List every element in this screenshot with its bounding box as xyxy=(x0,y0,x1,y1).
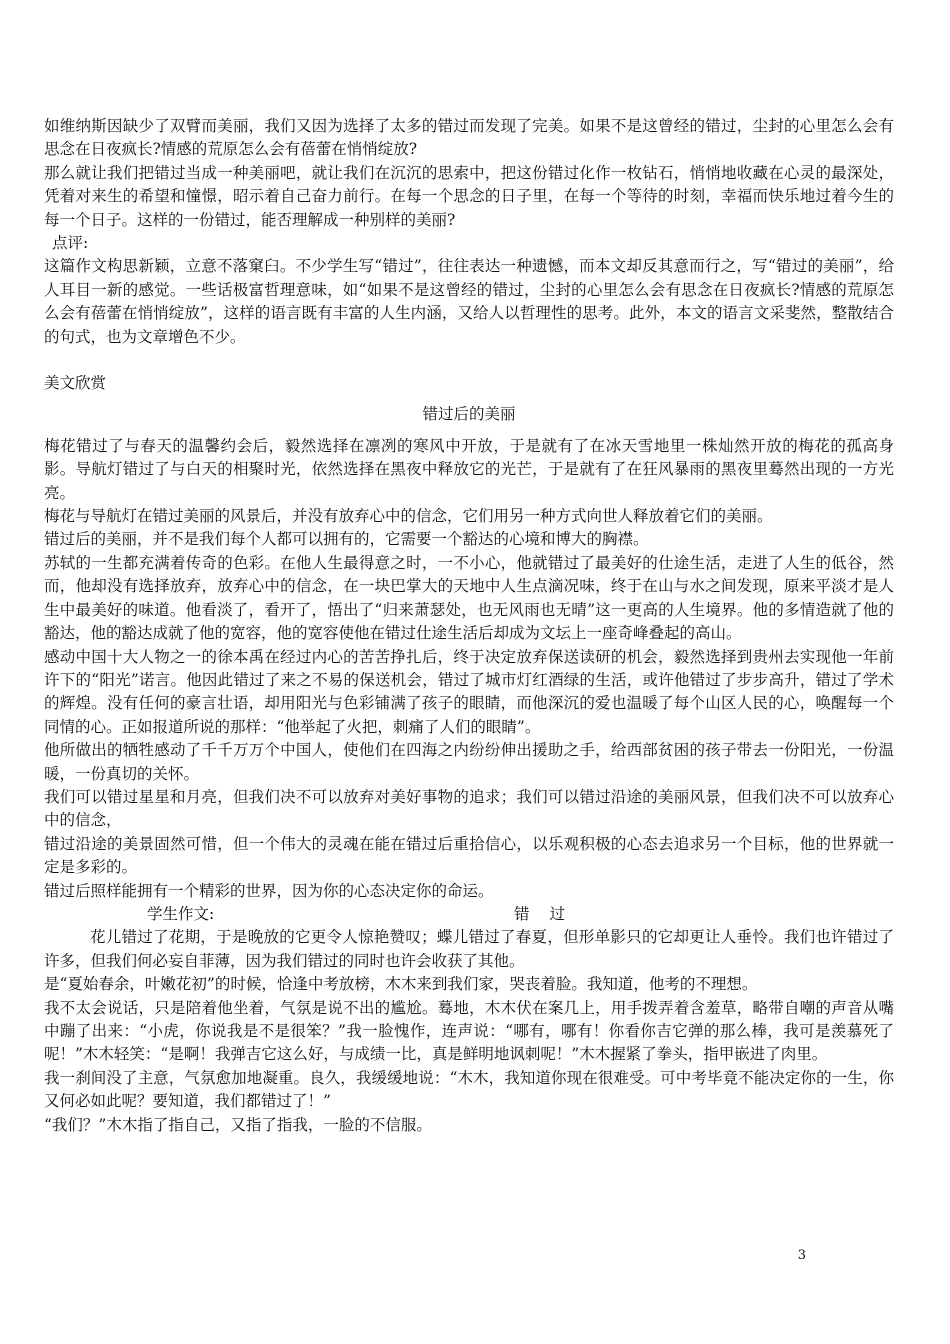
document-body xyxy=(44,115,894,1137)
spacer xyxy=(44,349,894,372)
essay-paragraph: 错过后照样能拥有一个精彩的世界，因为你的心态决定你的命运。 xyxy=(44,881,494,900)
essay-paragraph: 我们可以错过星星和月亮，但我们决不可以放弃对美好事物的追求；我们可以错过沿途的美丽风景，但我们决不可以放弃心中的信念， xyxy=(44,787,894,830)
essay-paragraph: 苏轼的一生都充满着传奇的色彩。在他人生最得意之时，一不小心，他就错过了最美好的仕途生活，走进了人生的低谷，然而，他却没有选择放弃，放弃心中的信念，在一块巴掌大的天地中人生点滴况味，终于在山与水之间发现，原来平淡才是人生中最美好的味道。他看淡了，看开了，悟出了“归来萧瑟处，也无风雨也无晴”这一更高的人生境界。他的多情造就了他的豁达，他的豁达成就了他的宽容，他的宽容使他在错过仕途生活后却成为文坛上一座奇峰叠起的高山。 xyxy=(44,553,894,643)
essay-paragraph: 错过沿途的美景固然可惜，但一个伟大的灵魂在能在错过后重拾信心，以乐观积极的心态去追求另一个目标，他的世界就一定是多彩的。 xyxy=(44,834,894,877)
section-heading: 美文欣赏 xyxy=(44,374,107,393)
student-essay-label: 学生作文: xyxy=(147,904,215,923)
student-paragraph: 花儿错过了花期，于是晚放的它更令人惊艳赞叹；蝶儿错过了春夏，但形单影只的它却更让人垂怜。我们也许错过了许多，但我们何必妄自菲薄，因为我们错过的同时也许会收获了其他。 xyxy=(44,928,894,970)
essay-paragraph: 错过后的美丽，并不是我们每个人都可以拥有的，它需要一个豁达的心境和博大的胸襟。 xyxy=(44,530,649,549)
student-paragraph: 我一刹间没了主意，气氛愈加地凝重。良久，我缓缓地说：“木木，我知道你现在很难受。可中考毕竟不能决定你的一生，你又何必如此呢？要知道，我们都错过了！” xyxy=(44,1068,894,1111)
essay-paragraph: 他所做出的牺牲感动了千千万万个中国人，使他们在四海之内纷纷伸出援助之手，给西部贫困的孩子带去一份阳光，一份温暖，一份真切的关怀。 xyxy=(44,741,894,783)
student-paragraph: “我们？”木木指了指自己，又指了指我，一脸的不信服。 xyxy=(44,1115,432,1134)
essay-paragraph: 梅花与导航灯在错过美丽的风景后，并没有放弃心中的信念，它们用另一种方式向世人释放着它们的美丽。 xyxy=(44,507,773,526)
essay-paragraph: 感动中国十大人物之一的徐本禹在经过内心的苦苦挣扎后，终于决定放弃保送读研的机会，毅然选择到贵州去实现他一年前许下的“阳光”诺言。他因此错过了来之不易的保送机会，错过了城市灯红酒绿的生活，或许他错过了步步高升，错过了学术的辉煌。没有任何的豪言壮语，却用阳光与色彩铺满了孩子的眼睛，而他深沉的爱也温暖了每个山区人民的心，唤醒每一个同情的心。正如报道所说的那样：“他举起了火把，刺痛了人们的眼睛”。 xyxy=(44,647,894,736)
student-essay-header xyxy=(44,903,894,926)
intro-paragraph-1: 如维纳斯因缺少了双臂而美丽，我们又因为选择了太多的错过而发现了完美。如果不是这曾经的错过，尘封的心里怎么会有思念在日夜疯长?情感的荒原怎么会有蓓蕾在悄悄绽放? xyxy=(44,117,894,159)
essay-title-row xyxy=(44,403,894,426)
student-essay-title: 错过 xyxy=(514,904,586,923)
essay-title: 错过后的美丽 xyxy=(422,405,516,424)
page-number: 3 xyxy=(797,1248,806,1263)
review-label: 点评: xyxy=(52,234,89,253)
intro-paragraph-2: 那么就让我们把错过当成一种美丽吧，就让我们在沉沉的思索中，把这份错过化作一枚钻石，悄悄地收藏在心灵的最深处，凭着对来生的希望和憧憬，昭示着自己奋力前行。在每一个思念的日子里，在每一个等待的时刻，幸福而快乐地过着今生的每一个日子。这样的一份错过，能否理解成一种别样的美丽? xyxy=(44,163,894,229)
student-paragraph: 是“夏始春余，叶嫩花初”的时候，恰逢中考放榜，木木来到我们家，哭丧着脸。我知道，他考的不理想。 xyxy=(44,975,758,994)
review-text: 这篇作文构思新颖，立意不落窠臼。不少学生写“错过”，往往表达一种遗憾，而本文却反其意而行之，写“错过的美丽”，给人耳目一新的感觉。一些话极富哲理意味，如“如果不是这曾经的错过，尘封的心里怎么会有思念在日夜疯长?情感的荒原怎么会有蓓蕾在悄悄绽放”，这样的语言既有丰富的人生内涵，又给人以哲理性的思考。此外，本文的语言文采斐然，整散结合的句式，也为文章增色不少。 xyxy=(44,257,894,346)
essay-paragraph: 梅花错过了与春天的温馨约会后，毅然选择在凛冽的寒风中开放，于是就有了在冰天雪地里一株灿然开放的梅花的孤高身影。导航灯错过了与白天的相聚时光，依然选择在黑夜中释放它的光芒，于是就有了在狂风暴雨的黑夜里蓦然出现的一方光亮。 xyxy=(44,436,894,502)
student-paragraph: 我不太会说话，只是陪着他坐着，气氛是说不出的尴尬。蓦地，木木伏在案几上，用手拨弄着含羞草，略带自嘲的声音从嘴中蹦了出来：“小虎，你说我是不是很笨？”我一脸愧作，连声说：“哪有，哪有！你看你吉它弹的那么棒，我可是羡慕死了呢！”木木轻笑：“是啊！我弹吉它这么好，与成绩一比，真是鲜明地讽刺呢！”木木握紧了拳头，指甲嵌进了肉里。 xyxy=(44,998,894,1064)
